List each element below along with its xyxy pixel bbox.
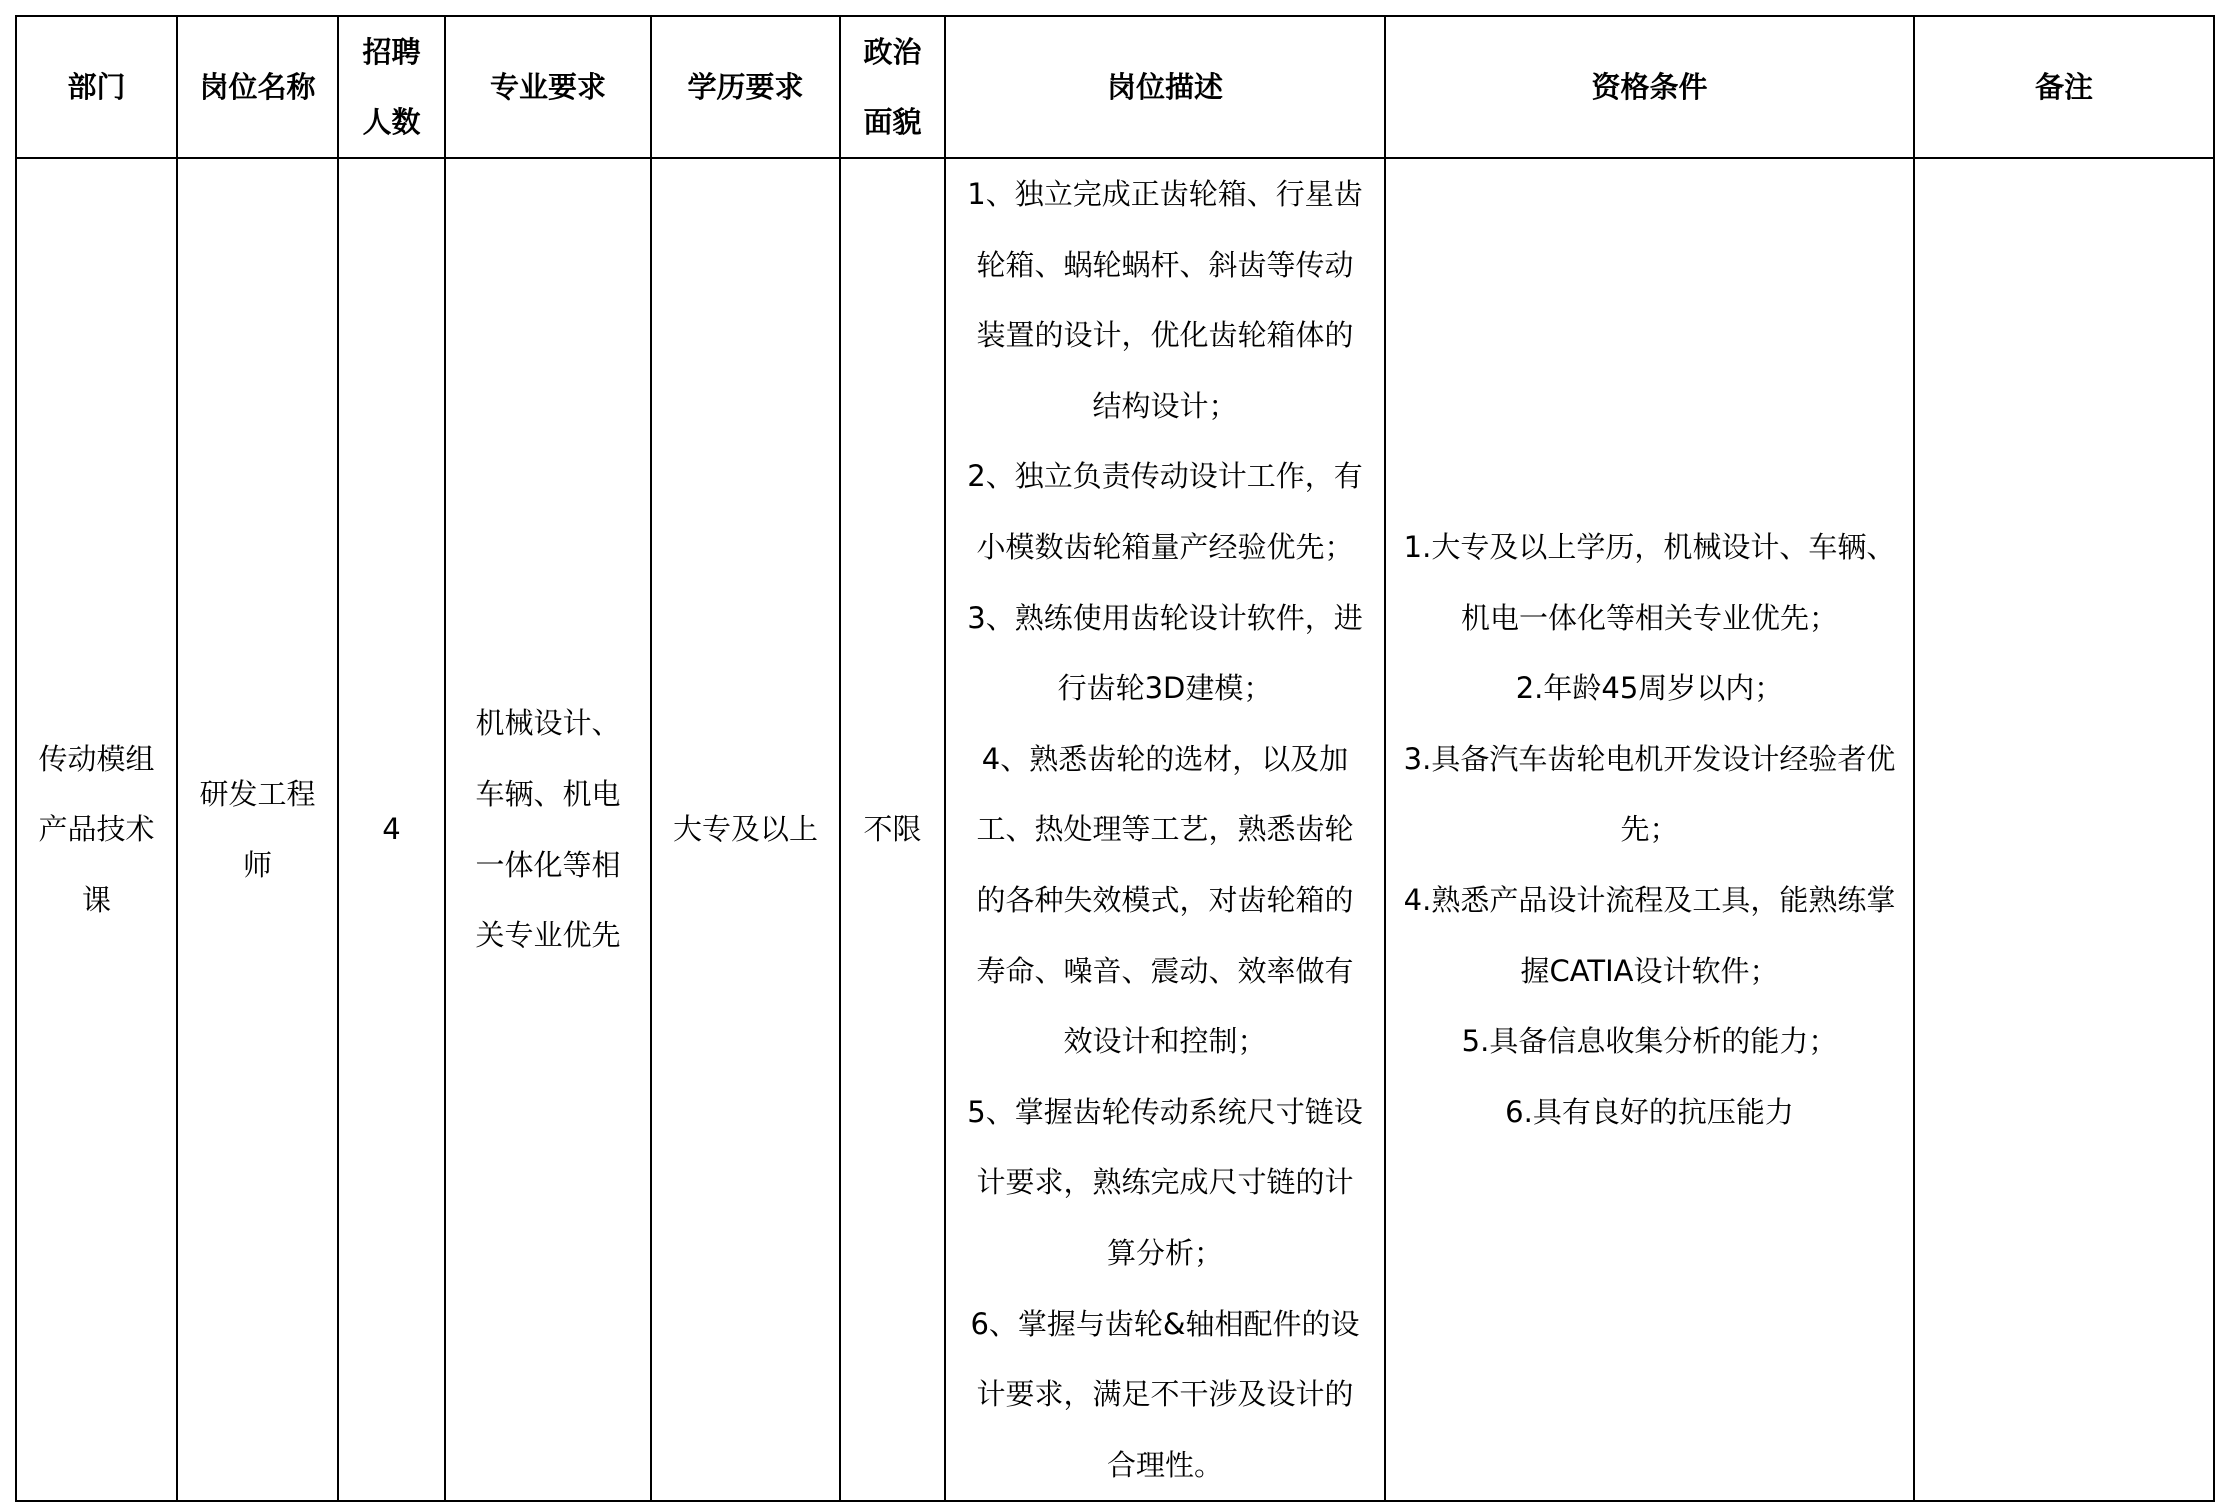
description-line: 合理性。 — [1106, 1447, 1223, 1482]
header-qualification: 资格条件 — [1385, 16, 1914, 158]
cell-qualification — [1385, 158, 1914, 1501]
description-line: 工、热处理等工艺，熟悉齿轮 — [976, 812, 1354, 847]
qualification-line: 5.具备信息收集分析的能力； — [1461, 1024, 1838, 1059]
description-line: 3、熟练使用齿轮设计软件，进 — [967, 600, 1363, 635]
table-row — [16, 158, 2214, 1501]
description-line: 小模数齿轮箱量产经验优先； — [976, 529, 1354, 564]
header-description: 岗位描述 — [945, 16, 1385, 158]
cell-description — [945, 158, 1385, 1501]
header-row — [16, 16, 2214, 158]
qualification-line: 2.年龄45周岁以内； — [1515, 671, 1784, 706]
description-line: 计要求，满足不干涉及设计的 — [976, 1377, 1354, 1412]
header-political — [840, 16, 945, 158]
cell-count: 4 — [338, 158, 445, 1501]
qualification-line: 6.具有良好的抗压能力 — [1505, 1094, 1794, 1129]
cell-line: 机械设计、 — [475, 706, 621, 741]
description-line: 算分析； — [1106, 1235, 1223, 1270]
header-political-line: 政治 — [863, 35, 922, 69]
description-line: 轮箱、蜗轮蜗杆、斜齿等传动 — [976, 247, 1354, 282]
cell-line: 车辆、机电 — [475, 777, 621, 812]
cell-line: 课 — [81, 882, 111, 917]
cell-line: 研发工程 — [199, 777, 316, 812]
qualification-line: 握CATIA设计软件； — [1520, 953, 1779, 988]
header-dept: 部门 — [16, 16, 177, 158]
cell-position — [177, 158, 338, 1501]
cell-line: 一体化等相 — [475, 847, 621, 882]
cell-political: 不限 — [840, 158, 945, 1501]
cell-remarks — [1914, 158, 2214, 1501]
cell-major — [445, 158, 651, 1501]
cell-line: 产品技术 — [38, 812, 155, 847]
description-line: 效设计和控制； — [1063, 1024, 1267, 1059]
description-line: 4、熟悉齿轮的选材，以及加 — [981, 741, 1349, 776]
description-line: 装置的设计，优化齿轮箱体的 — [976, 318, 1354, 353]
cell-line: 师 — [242, 847, 272, 882]
header-count — [338, 16, 445, 158]
qualification-line: 4.熟悉产品设计流程及工具，能熟练掌 — [1403, 882, 1896, 917]
header-position: 岗位名称 — [177, 16, 338, 158]
header-count-line: 招聘 — [362, 35, 421, 69]
header-political-line: 面貌 — [863, 105, 922, 139]
description-line: 寿命、噪音、震动、效率做有 — [976, 953, 1354, 988]
cell-dept — [16, 158, 177, 1501]
qualification-line: 3.具备汽车齿轮电机开发设计经验者优 — [1403, 741, 1896, 776]
header-count-line: 人数 — [362, 105, 421, 139]
description-line: 2、独立负责传动设计工作，有 — [967, 459, 1363, 494]
qualification-line: 1.大专及以上学历，机械设计、车辆、 — [1403, 529, 1896, 564]
cell-education: 大专及以上 — [651, 158, 840, 1501]
description-line: 6、掌握与齿轮&轴相配件的设 — [970, 1306, 1360, 1341]
header-education: 学历要求 — [651, 16, 840, 158]
cell-line: 关专业优先 — [475, 918, 621, 953]
recruitment-table — [15, 15, 2215, 1502]
qualification-line: 机电一体化等相关专业优先； — [1460, 600, 1838, 635]
header-major: 专业要求 — [445, 16, 651, 158]
description-line: 5、掌握齿轮传动系统尺寸链设 — [967, 1094, 1363, 1129]
header-remarks: 备注 — [1914, 16, 2214, 158]
description-line: 计要求，熟练完成尺寸链的计 — [976, 1165, 1354, 1200]
cell-line: 传动模组 — [38, 741, 155, 776]
description-line: 结构设计； — [1092, 388, 1238, 423]
qualification-line: 先； — [1620, 812, 1679, 847]
description-line: 行齿轮3D建模； — [1057, 671, 1273, 706]
description-line: 的各种失效模式，对齿轮箱的 — [976, 882, 1354, 917]
description-line: 1、独立完成正齿轮箱、行星齿 — [967, 177, 1363, 211]
